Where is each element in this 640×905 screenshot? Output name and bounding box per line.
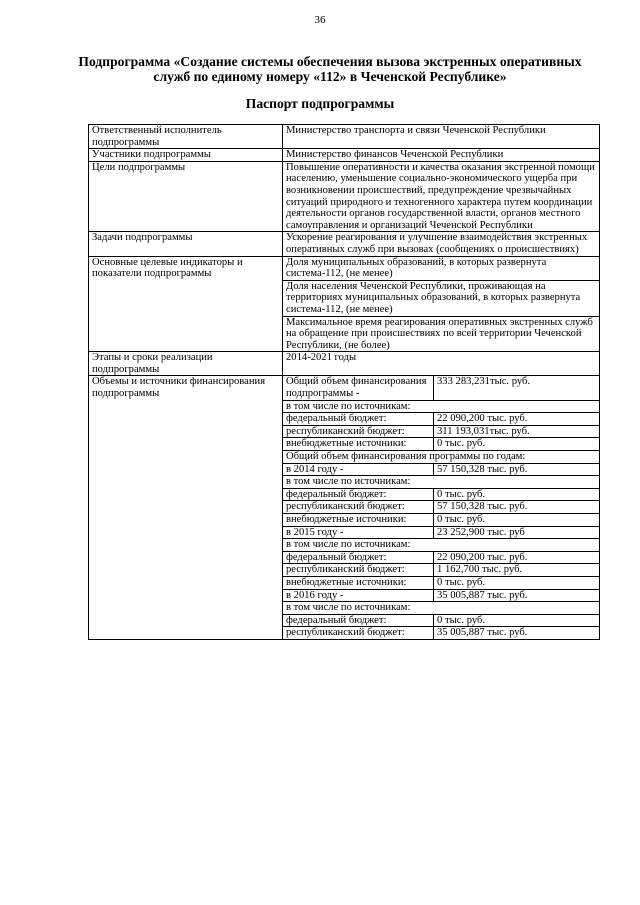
funding-value: 1 162,700 тыс. руб.: [434, 564, 600, 577]
row-value: Министерство транспорта и связи Чеченской Республики: [283, 125, 600, 149]
funding-label: республиканский бюджет:: [283, 564, 434, 577]
funding-label: внебюджетные источники:: [283, 514, 434, 527]
row-label: Объемы и источники финансирования подпрограммы: [89, 376, 283, 639]
table-row: [89, 161, 600, 232]
funding-label: внебюджетные источники:: [283, 576, 434, 589]
funding-subheader: Общий объем финансирования программы по годам:: [283, 451, 600, 464]
funding-value: 0 тыс. руб.: [434, 576, 600, 589]
table-row: [89, 232, 600, 256]
funding-value: 57 150,328 тыс. руб.: [434, 463, 600, 476]
indicator-value: Максимальное время реагирования оперативных экстренных служб на обращение при происшествиях по всей территории Чеченской Республики, (не более): [283, 316, 600, 352]
table-row: [89, 125, 600, 149]
funding-label: Общий объем финансирования подпрограммы -: [283, 376, 434, 400]
funding-subheader: в том числе по источникам:: [283, 400, 600, 413]
page-number: 36: [314, 14, 326, 26]
row-label: Ответственный исполнитель подпрограммы: [89, 125, 283, 149]
funding-value: 0 тыс. руб.: [434, 614, 600, 627]
row-label: Этапы и сроки реализации подпрограммы: [89, 352, 283, 376]
row-label: Задачи подпрограммы: [89, 232, 283, 256]
funding-value: 0 тыс. руб.: [434, 514, 600, 527]
table-row: [89, 376, 600, 400]
indicator-value: Доля муниципальных образований, в которых развернута система-112, (не менее): [283, 256, 600, 280]
funding-subheader: в том числе по источникам:: [283, 602, 600, 615]
row-label: Участники подпрограммы: [89, 149, 283, 162]
funding-year-label: в 2015 году -: [283, 526, 434, 539]
funding-subheader: в том числе по источникам:: [283, 539, 600, 552]
funding-value: 35 005,887 тыс. руб.: [434, 589, 600, 602]
funding-label: федеральный бюджет:: [283, 488, 434, 501]
funding-value: 22 090,200 тыс. руб.: [434, 551, 600, 564]
document-subtitle: Паспорт подпрограммы: [245, 96, 395, 111]
funding-label: республиканский бюджет:: [283, 627, 434, 640]
row-value: Ускорение реагирования и улучшение взаимодействия экстренных оперативных служб при вызовах (сообщениях о происшествиях): [283, 232, 600, 256]
row-value: 2014-2021 годы: [283, 352, 600, 376]
funding-value: 35 005,887 тыс. руб.: [434, 627, 600, 640]
row-value: Повышение оперативности и качества оказания экстренной помощи населению, уменьшение социально-экономического ущерба при возникновении происшествий, предупреждение чрезвычайных ситуаций природного и техногенного характера путем координации деятельности органов государственной власти, органов местного самоуправления и организаций Чеченской Республики: [283, 161, 600, 232]
funding-value: 23 252,900 тыс. руб: [434, 526, 600, 539]
funding-label: внебюджетные источники:: [283, 438, 434, 451]
row-label: Цели подпрограммы: [89, 161, 283, 232]
passport-table: [88, 124, 600, 640]
funding-subheader: в том числе по источникам:: [283, 476, 600, 489]
table-row: [89, 352, 600, 376]
funding-label: республиканский бюджет:: [283, 425, 434, 438]
funding-value: 0 тыс. руб.: [434, 438, 600, 451]
funding-value: 57 150,328 тыс. руб.: [434, 501, 600, 514]
table-row: [89, 149, 600, 162]
funding-value: 0 тыс. руб.: [434, 488, 600, 501]
row-label: Основные целевые индикаторы и показатели подпрограммы: [89, 256, 283, 352]
funding-value: 333 283,231тыс. руб.: [434, 376, 600, 400]
funding-label: республиканский бюджет:: [283, 501, 434, 514]
funding-value: 311 193,031тыс. руб.: [434, 425, 600, 438]
indicator-value: Доля населения Чеченской Республики, проживающая на территориях муниципальных образований, в которых развернута система-112, (не менее): [283, 280, 600, 316]
document-title: Подпрограмма «Создание системы обеспечения вызова экстренных оперативных служб по единому номеру «112» в Чеченской Республике»: [78, 54, 582, 84]
funding-label: федеральный бюджет:: [283, 413, 434, 426]
row-value: Министерство финансов Чеченской Республики: [283, 149, 600, 162]
funding-label: федеральный бюджет:: [283, 614, 434, 627]
table-row: [89, 256, 600, 280]
funding-label: федеральный бюджет:: [283, 551, 434, 564]
funding-year-label: в 2016 году -: [283, 589, 434, 602]
funding-year-label: в 2014 году -: [283, 463, 434, 476]
funding-value: 22 090,200 тыс. руб.: [434, 413, 600, 426]
